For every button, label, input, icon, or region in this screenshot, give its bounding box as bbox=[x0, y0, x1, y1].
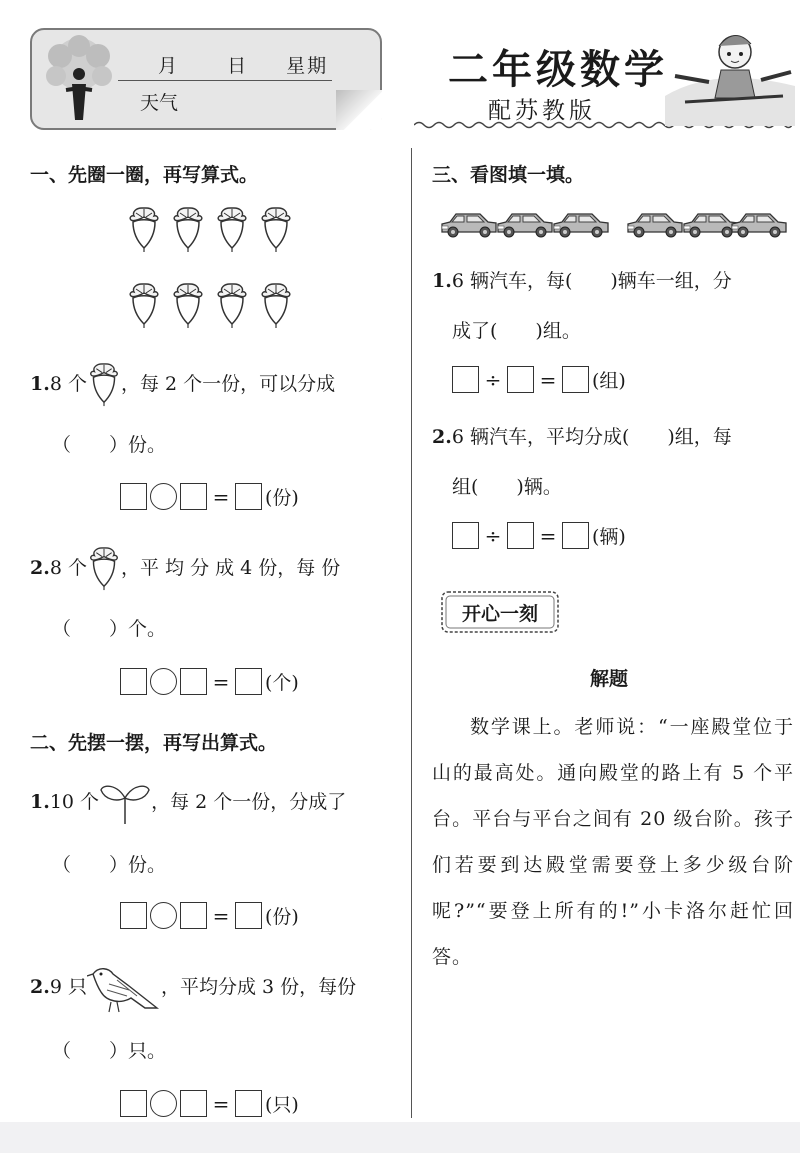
radish-icon bbox=[130, 284, 158, 328]
question-number: 1. bbox=[30, 791, 50, 813]
unit-label: (辆) bbox=[592, 526, 626, 548]
section3-heading: 三、看图填一填。 bbox=[432, 164, 585, 186]
car-icon bbox=[684, 214, 738, 237]
operator-circle[interactable] bbox=[150, 1090, 177, 1117]
equals-sign: = bbox=[539, 367, 557, 392]
answer-box[interactable] bbox=[120, 668, 147, 695]
car-icon bbox=[498, 214, 552, 237]
unit-label: (份) bbox=[265, 487, 299, 509]
radish-row-1 bbox=[128, 204, 304, 260]
s2-q1-equation bbox=[120, 902, 299, 929]
car-icon bbox=[442, 214, 496, 237]
radish-icon bbox=[87, 362, 121, 408]
s2-q2-line bbox=[30, 962, 356, 1014]
page-bottom-strip bbox=[0, 1122, 800, 1153]
sledding-kid-illustration bbox=[665, 26, 795, 126]
answer-box[interactable] bbox=[120, 902, 147, 929]
operator-circle[interactable] bbox=[150, 902, 177, 929]
question-number: 2. bbox=[30, 976, 50, 998]
story-title: 解题 bbox=[590, 668, 629, 690]
question-number: 2. bbox=[432, 426, 452, 448]
question-prefix: 8 个 bbox=[49, 557, 87, 579]
answer-box[interactable] bbox=[180, 1090, 207, 1117]
equals-sign: = bbox=[212, 484, 230, 509]
unit-label: (只) bbox=[265, 1094, 299, 1116]
bird-icon bbox=[87, 962, 161, 1014]
radish-icon bbox=[87, 546, 121, 592]
car-icon bbox=[554, 214, 608, 237]
answer-box[interactable] bbox=[120, 1090, 147, 1117]
answer-box[interactable] bbox=[235, 1090, 262, 1117]
radish-icon bbox=[130, 208, 158, 252]
question-number: 1. bbox=[432, 270, 452, 292]
s3-q1-line2: 成了( )组。 bbox=[452, 320, 581, 342]
s1-q1-answer-line: （ ）份。 bbox=[52, 434, 167, 456]
equals-sign: = bbox=[539, 523, 557, 548]
divide-sign: ÷ bbox=[484, 367, 502, 392]
story-text: 数学课上。老师说：“一座殿堂位于山的最高处。通向殿堂的路上有 5 个平台。平台与平台之间有 20 级台阶。孩子们若要到达殿堂需要登上多少级台阶呢?”“要登上所有的!”小卡洛尔赶忙回答。 bbox=[432, 716, 794, 968]
car-icon bbox=[732, 214, 786, 237]
question-text: ，平 均 分 成 4 份，每 份 bbox=[120, 557, 341, 579]
tree-logo-icon bbox=[36, 34, 122, 124]
weather-label: 天气 bbox=[140, 92, 179, 114]
answer-box[interactable] bbox=[180, 902, 207, 929]
answer-box[interactable] bbox=[452, 366, 479, 393]
answer-box[interactable] bbox=[180, 668, 207, 695]
date-line bbox=[124, 51, 332, 78]
happy-moment-badge bbox=[438, 588, 562, 636]
s3-q1-line1 bbox=[432, 266, 732, 293]
answer-box[interactable] bbox=[562, 366, 589, 393]
s3-q2-equation bbox=[452, 522, 626, 549]
divide-sign: ÷ bbox=[484, 523, 502, 548]
question-text: ，平均分成 3 份，每份 bbox=[160, 976, 357, 998]
equals-sign: = bbox=[212, 1091, 230, 1116]
s1-q2-line bbox=[30, 546, 340, 592]
radish-icon bbox=[174, 208, 202, 252]
weekday-label: 星期 bbox=[286, 55, 329, 77]
radish-icon bbox=[174, 284, 202, 328]
cars-row bbox=[440, 208, 790, 242]
question-number: 2. bbox=[30, 557, 50, 579]
unit-label: (组) bbox=[592, 370, 626, 392]
unit-label: (份) bbox=[265, 906, 299, 928]
unit-label: (个) bbox=[265, 672, 299, 694]
car-icon bbox=[628, 214, 682, 237]
column-divider bbox=[411, 148, 412, 1118]
question-text: 6 辆汽车，平均分成( )组，每 bbox=[451, 426, 732, 448]
answer-box[interactable] bbox=[452, 522, 479, 549]
answer-box[interactable] bbox=[235, 483, 262, 510]
page-title: 二年级数学 bbox=[448, 47, 668, 93]
badge-label: 开心一刻 bbox=[461, 602, 538, 625]
answer-box[interactable] bbox=[562, 522, 589, 549]
s3-q2-line1 bbox=[432, 422, 732, 449]
s2-q2-answer-line: （ ）只。 bbox=[52, 1040, 167, 1062]
radish-icon bbox=[262, 208, 290, 252]
edition-label: 配苏教版 bbox=[488, 98, 596, 124]
s3-q1-equation bbox=[452, 366, 626, 393]
s1-q1-equation bbox=[120, 483, 299, 510]
answer-box[interactable] bbox=[235, 902, 262, 929]
operator-circle[interactable] bbox=[150, 483, 177, 510]
date-rule bbox=[118, 80, 332, 81]
sprout-icon bbox=[99, 780, 151, 826]
answer-box[interactable] bbox=[120, 483, 147, 510]
day-label: 日 bbox=[227, 55, 249, 77]
page-fold-decoration bbox=[336, 90, 382, 130]
equals-sign: = bbox=[212, 903, 230, 928]
answer-box[interactable] bbox=[507, 522, 534, 549]
question-number: 1. bbox=[30, 373, 50, 395]
operator-circle[interactable] bbox=[150, 668, 177, 695]
radish-icon bbox=[218, 284, 246, 328]
radish-icon bbox=[218, 208, 246, 252]
question-prefix: 9 只 bbox=[49, 976, 87, 998]
answer-box[interactable] bbox=[235, 668, 262, 695]
question-prefix: 8 个 bbox=[49, 373, 87, 395]
s1-q2-equation bbox=[120, 668, 299, 695]
month-label: 月 bbox=[158, 55, 180, 77]
question-text: ，每 2 个一份，分成了 bbox=[151, 791, 347, 813]
radish-row-2 bbox=[128, 280, 304, 336]
s1-q2-answer-line: （ ）个。 bbox=[52, 618, 167, 640]
radish-icon bbox=[262, 284, 290, 328]
question-text: ，每 2 个一份，可以分成 bbox=[120, 373, 336, 395]
question-prefix: 10 个 bbox=[49, 791, 100, 813]
section1-heading: 一、先圈一圈，再写算式。 bbox=[30, 164, 259, 186]
s2-q2-equation bbox=[120, 1090, 299, 1117]
section2-heading: 二、先摆一摆，再写出算式。 bbox=[30, 732, 278, 754]
s2-q1-line bbox=[30, 780, 346, 826]
s2-q1-answer-line: （ ）份。 bbox=[52, 854, 167, 876]
s1-q1-line bbox=[30, 362, 335, 408]
equals-sign: = bbox=[212, 669, 230, 694]
answer-box[interactable] bbox=[507, 366, 534, 393]
answer-box[interactable] bbox=[180, 483, 207, 510]
s3-q2-line2: 组( )辆。 bbox=[452, 476, 562, 498]
question-text: 6 辆汽车，每( )辆车一组，分 bbox=[451, 270, 732, 292]
